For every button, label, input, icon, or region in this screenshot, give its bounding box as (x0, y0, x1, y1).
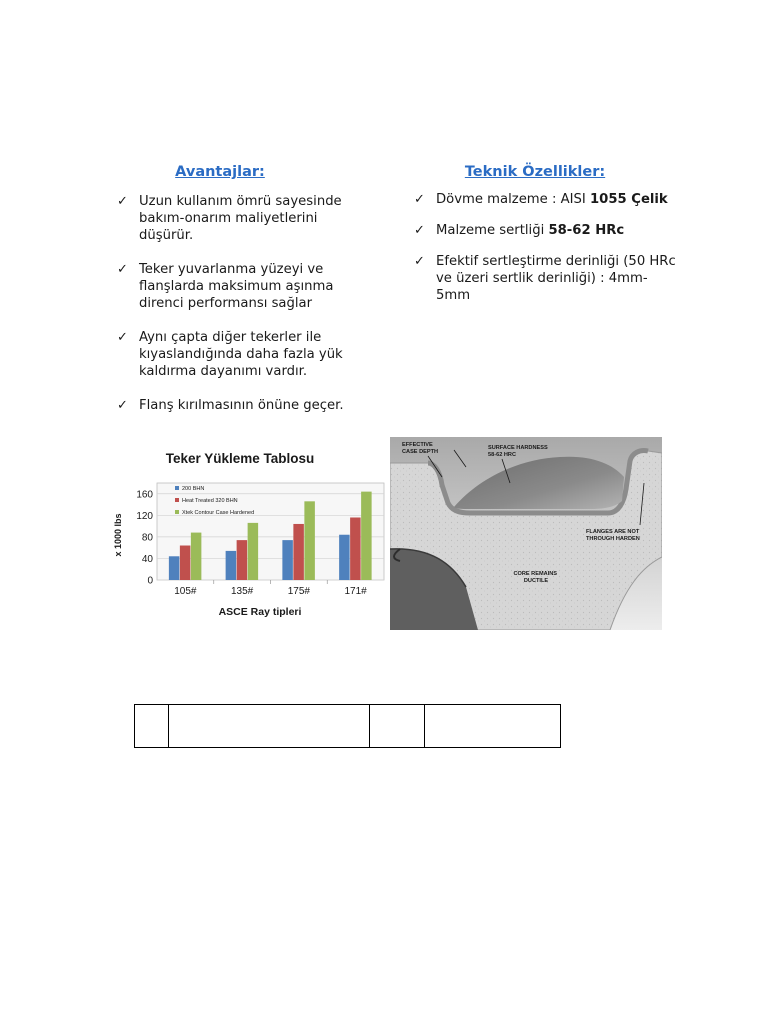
bar (282, 540, 293, 580)
wheel-cross-section-image (390, 437, 662, 630)
x-tick-label: 105# (174, 586, 197, 597)
y-tick-label: 160 (136, 489, 153, 501)
checkmark-icon: ✓ (117, 330, 128, 345)
table-cell (370, 705, 425, 748)
advantage-item: ✓ Flanş kırılmasının önüne geçer. (117, 398, 344, 413)
y-tick-label: 80 (141, 532, 153, 544)
advantage-item: ✓ Uzun kullanım ömrü sayesinde bakım-onarım maliyetlerini düşürür. (117, 194, 342, 243)
legend-label: 200 BHN (182, 486, 205, 492)
legend-label: Xtek Contour Case Hardened (182, 510, 255, 516)
bar (304, 501, 315, 580)
table-cell (425, 705, 561, 748)
bar (350, 517, 361, 580)
legend-swatch (175, 510, 179, 514)
label-effective-case-depth: EFFECTIVE CASE DEPTH (402, 442, 439, 455)
advantage-item: ✓ Aynı çapta diğer tekerler ile kıyaslandığında daha fazla yük kaldırma dayanımı vardır. (117, 330, 343, 379)
checkmark-icon: ✓ (117, 194, 128, 209)
bar (361, 492, 372, 580)
checkmark-icon: ✓ (117, 398, 128, 413)
table-row (135, 705, 561, 748)
checkmark-icon: ✓ (414, 223, 425, 238)
legend-label: Heat Treated 320 BHN (182, 498, 238, 504)
checkmark-icon: ✓ (414, 192, 425, 207)
empty-table (134, 704, 561, 748)
checkmark-icon: ✓ (414, 254, 425, 269)
bar (191, 533, 202, 580)
bar (169, 556, 180, 580)
table-cell (135, 705, 169, 748)
spec-item: ✓ Malzeme sertliği 58-62 HRc (414, 223, 625, 238)
bar (293, 524, 304, 580)
specs-heading: Teknik Özellikler: (464, 164, 606, 180)
advantage-item: ✓ Teker yuvarlanma yüzeyi ve flanşlarda maksimum aşınma direnci performansı sağlar (117, 262, 334, 311)
bar (237, 540, 248, 580)
y-tick-label: 40 (141, 553, 153, 565)
legend-swatch (175, 486, 179, 490)
bar (339, 535, 350, 580)
x-tick-label: 171# (344, 586, 367, 597)
table-cell (169, 705, 370, 748)
advantages-list (117, 193, 372, 431)
x-tick-label: 175# (287, 586, 310, 597)
wheel-load-chart (102, 440, 387, 630)
x-axis-label: ASCE Ray tipleri (218, 606, 302, 618)
bar (248, 523, 259, 580)
label-surface-hardness: SURFACE HARDNESS 58-62 HRC (488, 445, 548, 458)
y-tick-label: 120 (136, 510, 153, 522)
bar (180, 546, 191, 580)
y-tick-label: 0 (147, 575, 153, 587)
bar (226, 551, 237, 580)
advantages-heading: Avantajlar: (175, 164, 265, 180)
x-tick-label: 135# (231, 586, 254, 597)
chart-title: Teker Yükleme Tablosu (165, 451, 315, 466)
y-axis-label: x 1000 lbs (113, 513, 123, 557)
specs-list (414, 191, 684, 318)
spec-item: ✓ Efektif sertleştirme derinliği (50 HRc ve üzeri sertlik derinliği) : 4mm- 5mm (414, 254, 676, 303)
spec-item: ✓ Dövme malzeme : AISI 1055 Çelik (414, 192, 668, 207)
checkmark-icon: ✓ (117, 262, 128, 277)
legend-swatch (175, 498, 179, 502)
label-flanges-not-through-harden: FLANGES ARE NOT THROUGH HARDEN (586, 529, 640, 542)
label-core-remains-ductile: CORE REMAINS DUCTILE (513, 571, 557, 584)
